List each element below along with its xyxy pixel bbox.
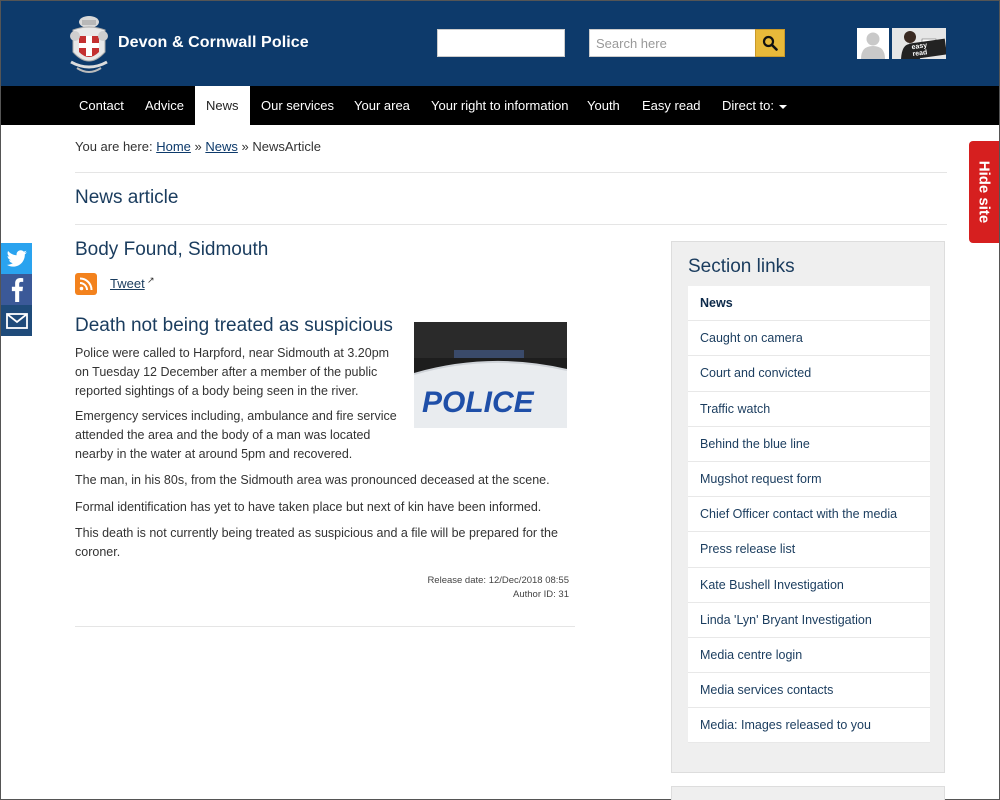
nav-contact[interactable]: Contact	[79, 98, 124, 113]
nav-advice[interactable]: Advice	[145, 98, 185, 113]
section-link-media-services-contacts[interactable]: Media services contacts	[688, 673, 930, 708]
nav-direct-to-label: Direct to:	[722, 98, 775, 113]
divider	[75, 224, 947, 225]
search-icon	[762, 35, 778, 51]
easy-read-button[interactable]	[892, 28, 946, 59]
section-link-press-release-list[interactable]: Press release list	[688, 532, 930, 567]
police-livery-text: POLICE	[422, 386, 534, 419]
text-line: reported sightings of a body being seen in the river.	[75, 384, 359, 398]
text-line: nearby in the water at around 5pm and recovered.	[75, 447, 353, 461]
easy-read-label: easy read	[909, 39, 946, 59]
section-link-kate-bushell[interactable]: Kate Bushell Investigation	[688, 568, 930, 603]
article-paragraph-4: Formal identification has yet to have taken place but next of kin have been informed.	[75, 500, 542, 514]
nav-our-services[interactable]: Our services	[261, 98, 334, 113]
article-title: Body Found, Sidmouth	[75, 239, 269, 260]
hide-site-button[interactable]	[969, 141, 999, 243]
text-line: coroner.	[75, 545, 121, 559]
article-paragraph-5	[75, 524, 558, 562]
author-id: Author ID: 31	[513, 589, 569, 600]
breadcrumb-home[interactable]: Home	[156, 139, 191, 154]
article-paragraph-3: The man, in his 80s, from the Sidmouth area was pronounced deceased at the scene.	[75, 473, 550, 487]
site-brand-name[interactable]: Devon & Cornwall Police	[118, 34, 309, 51]
search-input[interactable]	[589, 29, 755, 57]
article-headline: Death not being treated as suspicious	[75, 315, 393, 336]
header-blank-field[interactable]	[437, 29, 565, 57]
section-link-media-centre-login[interactable]: Media centre login	[688, 638, 930, 673]
account-avatar-button[interactable]	[857, 28, 889, 59]
divider	[75, 172, 947, 173]
email-share-button[interactable]	[1, 305, 32, 336]
breadcrumb-separator: »	[190, 139, 206, 154]
page-title: News article	[75, 187, 179, 208]
site-header	[1, 1, 999, 86]
release-date: Release date: 12/Dec/2018 08:55	[427, 575, 569, 586]
section-link-caught-on-camera[interactable]: Caught on camera	[688, 321, 930, 356]
section-link-court-and-convicted[interactable]: Court and convicted	[688, 356, 930, 391]
section-links-list	[688, 286, 930, 743]
rss-icon[interactable]	[75, 273, 97, 295]
main-nav	[1, 86, 999, 125]
sidebar-panel-next	[671, 786, 945, 800]
envelope-icon	[6, 313, 28, 329]
breadcrumb-prefix: You are here:	[75, 139, 157, 154]
twitter-share-button[interactable]	[1, 243, 32, 274]
nav-right-to-information[interactable]: Your right to information	[431, 98, 569, 113]
section-links-title: Section links	[688, 256, 795, 277]
section-links-panel	[671, 241, 945, 773]
breadcrumb-current: NewsArticle	[252, 139, 321, 154]
external-link-icon: ↗	[147, 275, 155, 285]
nav-youth[interactable]: Youth	[587, 98, 620, 113]
nav-direct-to-dropdown[interactable]	[711, 86, 798, 125]
user-icon	[857, 28, 889, 59]
breadcrumb-news[interactable]: News	[205, 139, 238, 154]
caret-down-icon	[779, 105, 787, 109]
facebook-icon	[10, 278, 24, 302]
text-line: This death is not currently being treated as suspicious and a file will be prepared for the	[75, 526, 558, 540]
text-line: attended the area and the body of a man was located	[75, 428, 371, 442]
section-link-mugshot-request-form[interactable]: Mugshot request form	[688, 462, 930, 497]
article-paragraph-2	[75, 407, 397, 464]
nav-your-area[interactable]: Your area	[354, 98, 410, 113]
tweet-link[interactable]: Tweet	[110, 276, 145, 291]
twitter-icon	[6, 250, 28, 268]
text-line: Emergency services including, ambulance and fire service	[75, 409, 397, 423]
section-link-linda-bryant[interactable]: Linda 'Lyn' Bryant Investigation	[688, 603, 930, 638]
breadcrumb	[75, 139, 321, 154]
breadcrumb-separator: »	[237, 139, 253, 154]
section-link-media-images[interactable]: Media: Images released to you	[688, 708, 930, 743]
text-line: on Tuesday 12 December after a member of the public	[75, 365, 378, 379]
article-paragraph-1	[75, 344, 389, 401]
police-crest-logo[interactable]	[67, 14, 111, 76]
section-link-news[interactable]: News	[688, 286, 930, 321]
search-button[interactable]	[755, 29, 785, 57]
hide-site-label: Hide site	[975, 160, 993, 224]
section-link-behind-the-blue-line[interactable]: Behind the blue line	[688, 427, 930, 462]
text-line: Police were called to Harpford, near Sidmouth at 3.20pm	[75, 346, 390, 360]
divider	[75, 626, 575, 627]
nav-easy-read[interactable]: Easy read	[642, 98, 701, 113]
section-link-chief-officer-contact[interactable]: Chief Officer contact with the media	[688, 497, 930, 532]
section-link-traffic-watch[interactable]: Traffic watch	[688, 392, 930, 427]
facebook-share-button[interactable]	[1, 274, 32, 305]
police-car-image	[414, 322, 567, 428]
nav-news[interactable]: News	[195, 86, 250, 125]
